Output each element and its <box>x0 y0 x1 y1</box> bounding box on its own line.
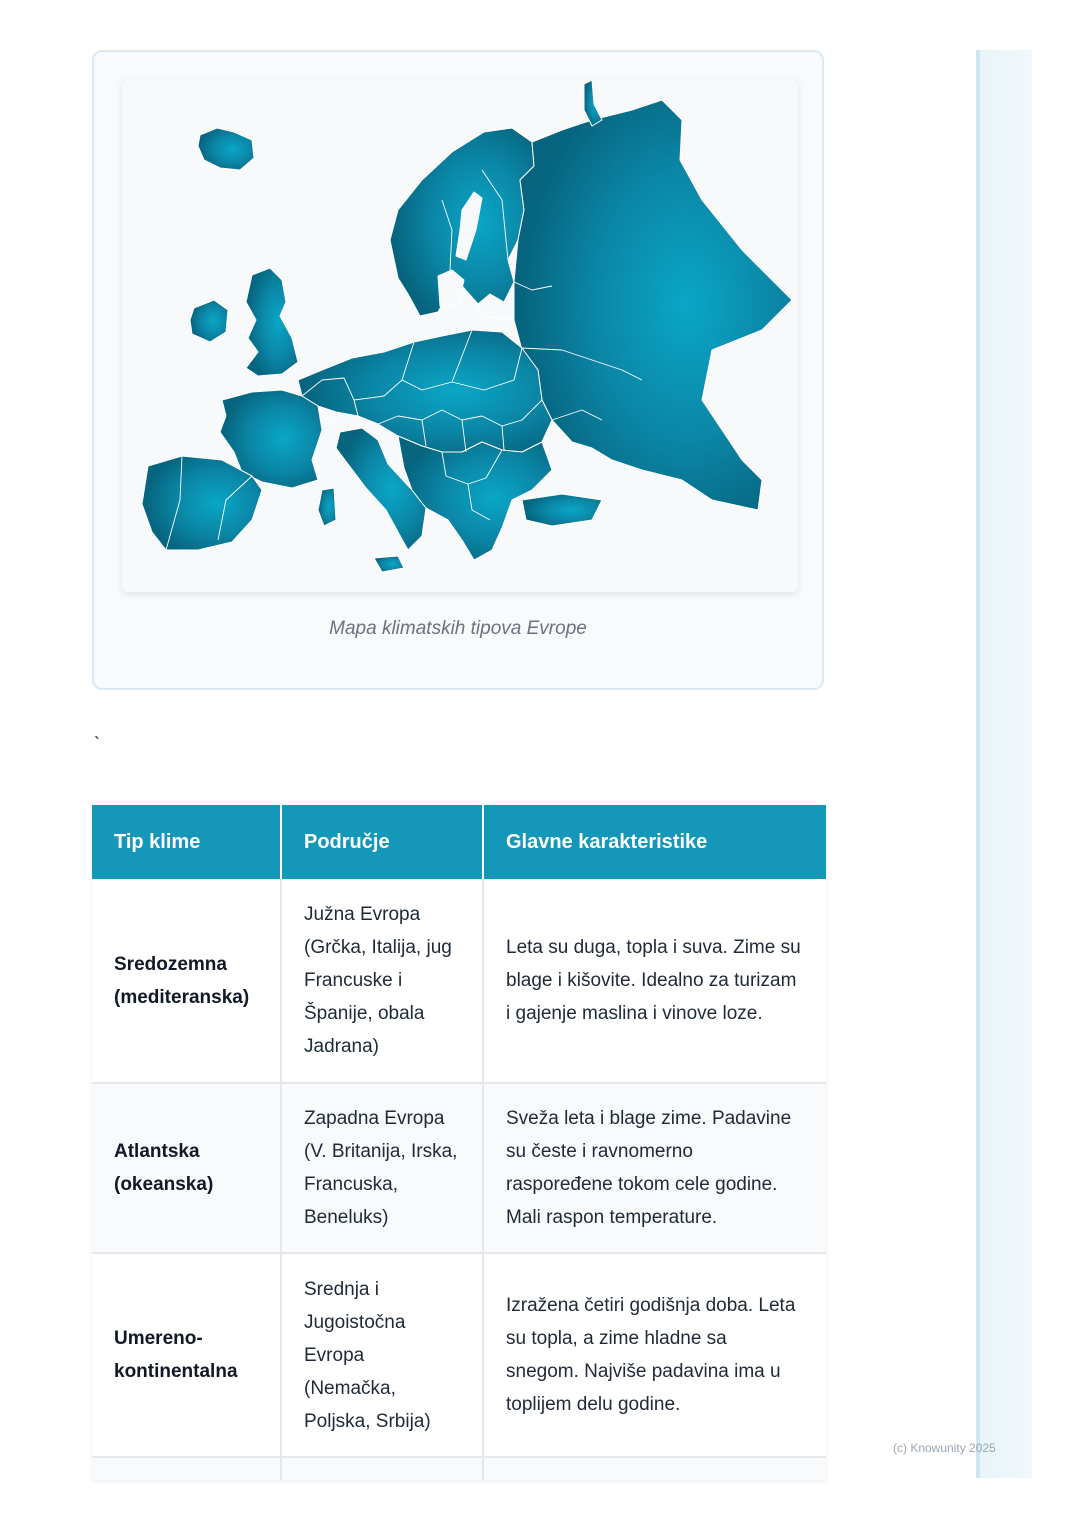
header-features: Glavne karakteristike <box>483 805 826 879</box>
figure-card <box>92 50 824 690</box>
cell-features: Izražena četiri godišnja doba. Leta su topla, a zime hladne sa snegom. Najviše padavina ima u toplijem delu godine. <box>483 1253 826 1457</box>
cell-area: Južna Evropa (Grčka, Italija, jug Francuske i Španije, obala Jadrana) <box>281 879 483 1083</box>
header-area: Područje <box>281 805 483 879</box>
map-frame <box>122 80 798 592</box>
header-climate-type: Tip klime <box>92 805 281 879</box>
table-row <box>92 879 826 1083</box>
cell-empty <box>92 1457 281 1480</box>
side-panel <box>976 50 1032 1478</box>
copyright-text: (c) Knowunity 2025 <box>893 1441 996 1455</box>
cell-area: Zapadna Evropa (V. Britanija, Irska, Francuska, Beneluks) <box>281 1083 483 1253</box>
table-header-row <box>92 805 826 879</box>
table-row <box>92 1253 826 1457</box>
cell-empty <box>483 1457 826 1480</box>
cell-climate-type: Sredozemna (mediteranska) <box>92 879 281 1083</box>
cell-area: Srednja i Jugoistočna Evropa (Nemačka, Poljska, Srbija) <box>281 1253 483 1457</box>
cell-climate-type: Atlantska (okeanska) <box>92 1083 281 1253</box>
cell-features: Sveža leta i blage zime. Padavine su česte i ravnomerno raspoređene tokom cele godine. Mali raspon temperature. <box>483 1083 826 1253</box>
map-caption: Mapa klimatskih tipova Evrope <box>329 618 587 639</box>
stray-mark: ` <box>94 734 100 754</box>
table-row-partial <box>92 1457 826 1480</box>
europe-map-icon <box>122 80 798 592</box>
cell-empty <box>281 1457 483 1480</box>
climate-table <box>92 805 826 1480</box>
table-row <box>92 1083 826 1253</box>
cell-climate-type: Umereno-kontinentalna <box>92 1253 281 1457</box>
cell-features: Leta su duga, topla i suva. Zime su blage i kišovite. Idealno za turizam i gajenje maslina i vinove loze. <box>483 879 826 1083</box>
